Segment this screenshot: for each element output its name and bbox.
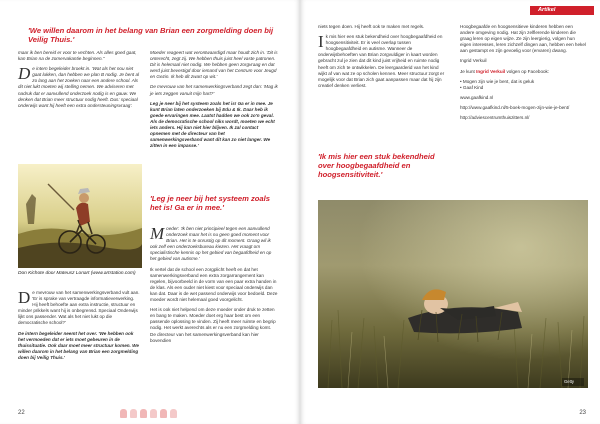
don-quixote-illustration bbox=[18, 164, 142, 268]
pullquote-top: 'We willen daarom in het belang van Brian een zorgmelding doen bij Veilig Thuis.' bbox=[28, 26, 274, 45]
hand-icon bbox=[130, 409, 137, 418]
pullquote-mid: 'Leg je neer bij het systeem zoals het is! Ga er in mee.' bbox=[150, 194, 270, 213]
author: Ingrid Verkuil bbox=[460, 58, 487, 64]
hand-icon bbox=[140, 409, 147, 418]
hand-icon bbox=[150, 409, 157, 418]
left-column-1 bbox=[18, 50, 140, 113]
url-link[interactable]: http://adviescentrumthuiszitters.nl/ bbox=[460, 115, 530, 121]
paragraph: Ik vertel dat de school een zorgplicht heeft en dat het samenwerkingsverband een extra zorgarrangement kan regelen, bijvoorbeeld in de vorm van een paar extra handen in de klas. Als een ouder niet kiest voor speciaal onderwijs dan kan dat. Daar is de wet passend onderwijs voor bedoeld. Deze moeder wordt niet helemaal goed voorgelicht. bbox=[150, 266, 278, 303]
dropcap: D bbox=[18, 288, 31, 307]
photo-credit: Getty bbox=[564, 379, 575, 384]
right-page bbox=[300, 0, 600, 424]
paragraph: Het is ook niet helpend om deze moeder onder druk te zetten en bang te maken. Moeder doet erg haar best om een passende oplossing te vinden. Zij heeft meer ruimte en begrip nodig. Het werkt averechts als er nu een zorgmelding komt. De directeur van het samenwerkingsverband kan hier bovendien bbox=[150, 307, 276, 343]
list-item: • Mogen zijn wie je bent, dat is geluk bbox=[460, 78, 535, 84]
section-tag: Artikel bbox=[530, 6, 594, 15]
paragraph: Hoogbegaafde en hoogsensitieve kinderen hebben een andere omgeving nodig. Hat zijn zelflerende kinderen die graag leren op eigen wijze. Ze zijn leergierig, volgen hun eigen interesses, leren zichzelf dingen aan, hebben een hekel aan gestampt en zijn gevoelig voor (ervaren) dwang. bbox=[460, 24, 586, 54]
url-link[interactable]: http://www.gaafkind.nl/5-boek-mogen-zijn-wie-je-bent/ bbox=[460, 104, 570, 110]
hand-icon bbox=[160, 409, 167, 418]
paragraph: De intern begeleider broekt in. 'Wat als het nou niet gaat lukken, dan hebben we plan B nodig. Je bent al zo lang aan het zoeken naar een andere school. Als dit niet lukt moeten wij stelling nemen. We adviseren met nadruk dat er aanvullend onderzoek nodig is en gauw. We denken dat Brian meer structuur nodig heeft. Dus: speciaal onderwijs want hij heeft een extra ondersteuningsvraag'. bbox=[18, 64, 140, 108]
dropcap: I bbox=[318, 32, 324, 52]
child-in-grass-photo bbox=[318, 200, 588, 388]
page-number: 23 bbox=[579, 410, 586, 416]
paragraph: maar ik ben bereid er voor te vechten. Als alles goed gaat, kan Brian na de zomervakantie beginnen." bbox=[18, 50, 137, 62]
paragraph: niets tegen doen. Hij heeft ook te maken met regels. bbox=[318, 24, 425, 29]
list-item: • Gaaf Kind bbox=[460, 84, 484, 90]
dropcap: M bbox=[150, 224, 165, 243]
paragraph: Leg je neer bij het systeem zoals het is! Ga er in mee. Je kunt Brian laten onderzoeken bij Edu & Ik. Daar heb ik goede ervaringen mee. Laatst hadden we ook zo'n geval. Als de democratische school niks wordt, moeten we echt iets anders. Hij kan niet hier blijven. Ik zal contact opnemen met de directeur van het samenwerkingsverband want dit kan zo niet langer. We zitten in een impasse.' bbox=[150, 100, 275, 149]
left-column-2b bbox=[150, 226, 278, 348]
left-column-2 bbox=[150, 50, 278, 153]
facebook-pages bbox=[460, 79, 586, 91]
hand-icon bbox=[170, 409, 177, 418]
right-column-1 bbox=[318, 24, 446, 93]
hands-decoration bbox=[120, 409, 177, 418]
page-number: 22 bbox=[18, 410, 25, 416]
dropcap: D bbox=[18, 64, 31, 84]
paragraph: De mevrouw van het samenwerkingsverband vult aan. 'Er is sprake van vertraagde informatieverwerking. Hij heeft behoefte aan extra instructie, structuur en minder prikkels want hij is onbegrensd. Speciaal Onderwijs lijkt ons passender. Wat als het niet lukt op die democratische school?' bbox=[18, 288, 140, 326]
left-column-1b bbox=[18, 290, 140, 365]
paragraph: De intern begeleider neemt het over. 'We hebben ook het vermoeden dat er iets moet gebeuren in de thuissituatie. Ook daar moet meer structuur komen. We willen daarom in het belang van Brian een zorgmelding doen bij Veilig Thuis.' bbox=[18, 330, 139, 360]
hand-icon bbox=[120, 409, 127, 418]
follow-line: Je kunt Ingrid Verkuil volgen op Facebook: bbox=[460, 68, 550, 74]
pullquote-right: 'Ik mis hier een stuk bekendheid over hoogbegaafdheid en hoogsensitiviteit.' bbox=[318, 152, 435, 180]
author-link[interactable]: Ingrid Verkuil bbox=[476, 68, 506, 74]
illustration-caption: Don Kichote door Mateusz Lonart (www.artstation.com) bbox=[18, 271, 136, 276]
paragraph: Moeder reageert wat verontwaardigd maar houdt zich in. 'Dit is onterecht, zegt zij. We hebben thuis juist heel vaste patronen. Dit is helemaal niet nodig. We hebben geen zorgvraag en dat werd juist bevestigd door iemand van het Centrum voor Jeugd en Gezin. Ik heb dit zwart op wit.' bbox=[150, 50, 278, 80]
paragraph: Moeder: 'Ik ben niet principieel tegen een aanvullend onderzoek maar het is nu geen goed moment voor Brian. Het is te onrustig op dit moment. Graag wil ik ook zelf een onderzoeksbureau kiezen. Het vraagt om specialistische kennis op het gebied van begaafdheid en op het gebied van autisme.' bbox=[150, 224, 272, 262]
paragraph: De mevrouw van het samenwerkingsverband zegt dan: 'Mag ik je iets zeggen vanuit mijn hart?' bbox=[150, 84, 278, 96]
paragraph: Ik mis hier een stuk bekendheid over hoogbegaafdheid en hoogsensitiviteit. Er is veel overlap tussen hoogbegaafdheid en autisme. Wanneer de onderwijsbehoeften van Brian zorgvuldiger in kaart worden gebracht zul je zien dat dit kind juist vrijheid en ruimte nodig heeft om zich te ontwikkelen. De leergaarderid van het kind wijkt af van wat ze op scholen kennen. Meer structuur zorgt er mogelijk voor dat Brian zich gaat aanpassen maar dat hij zijn creatief denken verliest. bbox=[318, 32, 445, 88]
url-link[interactable]: www.gaafkind.nl bbox=[460, 94, 494, 100]
right-column-2 bbox=[460, 24, 586, 125]
